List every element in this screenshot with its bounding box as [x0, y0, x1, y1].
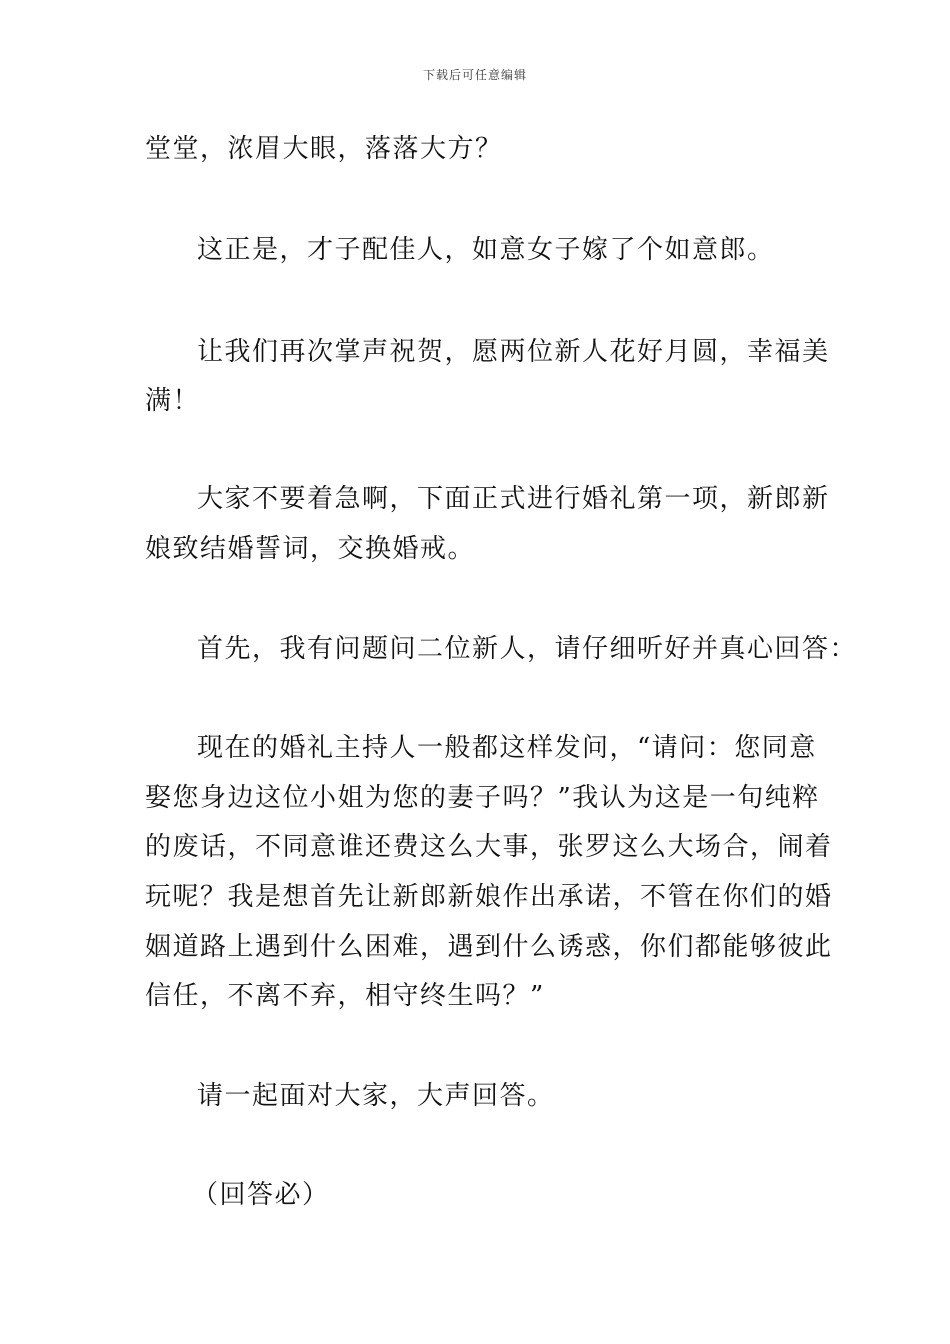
text-line: 玩呢？我是想首先让新郎新娘作出承诺，不管在你们的婚 [145, 882, 833, 912]
text-line: （回答必） [192, 1180, 330, 1210]
text-line: 首先，我有问题问二位新人，请仔细听好并真心回答： [197, 634, 858, 664]
text-line: 这正是，才子配佳人，如意女子嫁了个如意郎。 [197, 235, 775, 265]
text-line: 满！ [145, 386, 201, 416]
text-line: 娘致结婚誓词，交换婚戒。 [145, 534, 476, 564]
text-line: 现在的婚礼主持人一般都这样发问，“请问：您同意 [197, 733, 817, 763]
text-line: 姻道路上遇到什么困难，遇到什么诱惑，你们都能够彼此 [145, 932, 833, 962]
text-line: 娶您身边这位小姐为您的妻子吗？”我认为这是一句纯粹 [145, 783, 820, 813]
text-line: 的废话，不同意谁还费这么大事，张罗这么大场合，闹着 [145, 832, 833, 862]
page-header: 下载后可任意编辑 [422, 68, 527, 82]
text-line: 请一起面对大家，大声回答。 [197, 1081, 555, 1111]
text-line: 让我们再次掌声祝贺，愿两位新人花好月圆，幸福美 [197, 337, 830, 367]
text-line: 堂堂，浓眉大眼，落落大方？ [145, 134, 503, 164]
text-line: 信任，不离不弃，相守终生吗？” [145, 981, 545, 1011]
text-line: 大家不要着急啊，下面正式进行婚礼第一项，新郎新 [197, 484, 830, 514]
